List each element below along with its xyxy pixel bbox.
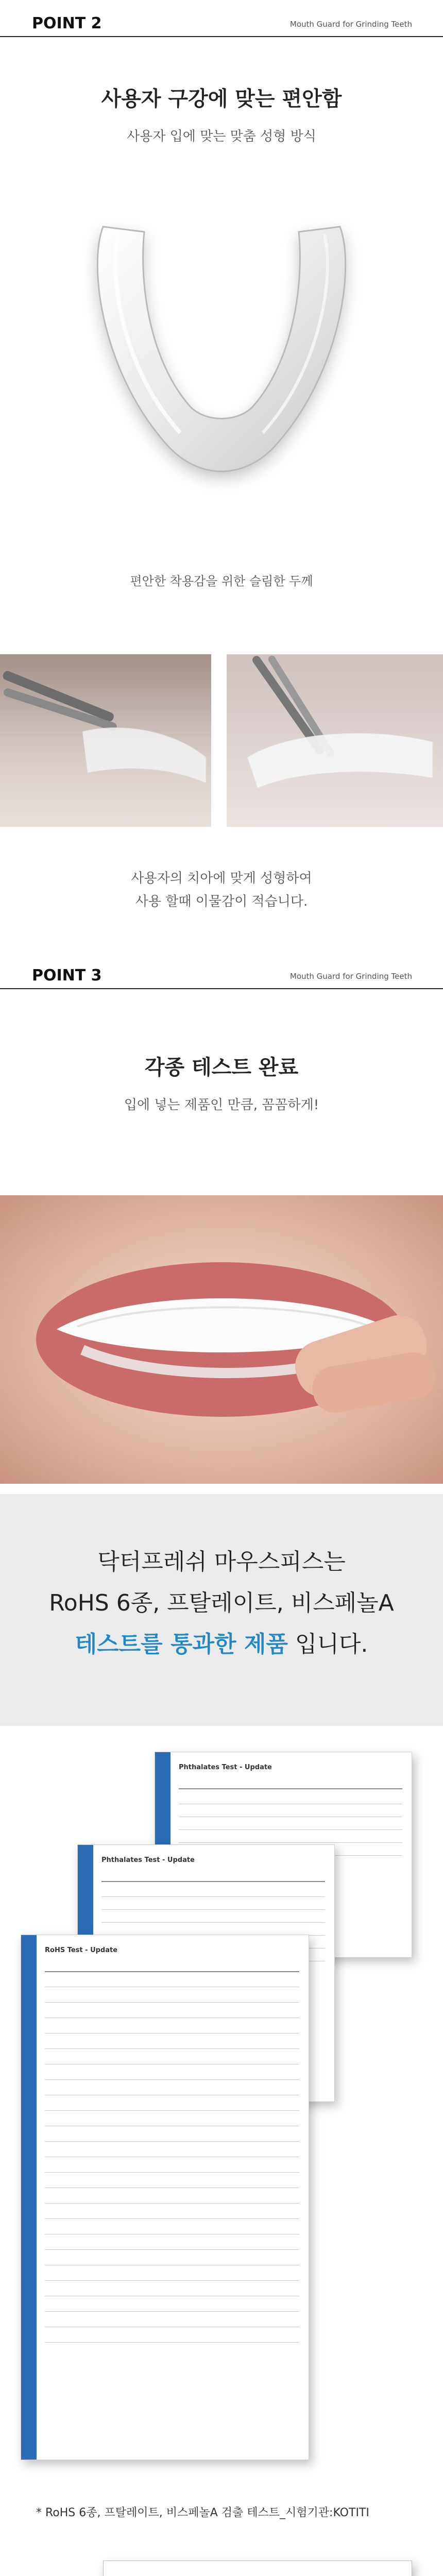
doc3-brand-band (21, 1935, 37, 2460)
test-band-line3 (0, 1625, 443, 1658)
test-band-highlight: 테스트를 통과한 제품 (75, 1631, 288, 1657)
mouth-wearing-photo (0, 1195, 443, 1484)
test-band-line1: 닥터프레쉬 마우스피스는 (97, 1549, 346, 1575)
test-band-line2: RoHS 6종, 프탈레이트, 비스페놀A (49, 1590, 394, 1616)
guard-photo-left (0, 654, 211, 827)
point2-divider (0, 36, 443, 37)
guard-photo-right (227, 654, 443, 827)
point2-label: POINT 2 (32, 14, 102, 32)
point2-caption-fit-line1: 사용자의 치아에 맞게 성형하여 (131, 871, 312, 886)
point2-caption-thickness: 편안한 착용감을 위한 슬림한 두께 (130, 574, 313, 588)
doc3-title: RoHS Test - Update (45, 1946, 118, 1954)
point2-heading: 사용자 구강에 맞는 편안함 (101, 87, 342, 111)
point3-desc: 입에 넣는 제품인 만큼, 꼼꼼하게! (124, 1097, 319, 1113)
point3-label: POINT 3 (32, 967, 102, 985)
point3-heading: 각종 테스트 완료 (144, 1056, 299, 1079)
point3-subtitle: Mouth Guard for Grinding Teeth (289, 972, 412, 981)
mouthguard-illustration (82, 206, 361, 495)
point2-desc: 사용자 입에 맞는 맞춤 성형 방식 (127, 129, 316, 144)
doc1-title: Phthalates Test - Update (179, 1764, 272, 1771)
point3-header (0, 958, 443, 989)
test-summary-band (0, 1494, 443, 1726)
point3-divider (0, 988, 443, 989)
test-report-doc-3 (21, 1935, 309, 2460)
point2-subtitle: Mouth Guard for Grinding Teeth (289, 20, 412, 29)
mouthguard-image (82, 206, 361, 495)
doc2-title: Phthalates Test - Update (101, 1856, 195, 1864)
test-band-rest: 입니다. (287, 1631, 368, 1657)
point2-header (0, 6, 443, 37)
sales-registration-certificate (103, 2561, 412, 2576)
test-caption: * RoHS 6종, 프탈레이트, 비스페놀A 검출 테스트_시험기관:KOTITI (36, 2506, 369, 2519)
point2-caption-fit-line2: 사용 할때 이물감이 적습니다. (135, 894, 308, 909)
